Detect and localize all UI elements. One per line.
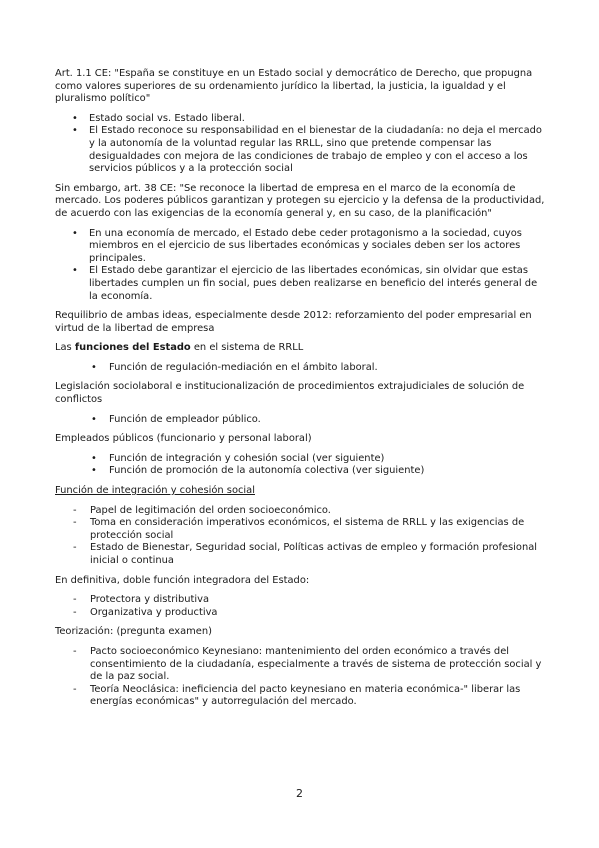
list-item: - Toma en consideración imperativos económicos, el sistema de RRLL y las exigencias de protección social [55,517,547,542]
bullet-list-regulacion [55,362,547,375]
paragraph-en-definitiva: En definitiva, doble función integradora del Estado: [55,574,310,586]
list-item: - Organizativa y productiva [55,607,547,620]
bold-term: funciones del Estado [74,342,191,354]
list-item: • Función de integración y cohesión social (ver siguiente) [55,453,547,466]
page-number: 2 [296,787,303,800]
paragraph-teorizacion: Teorización: (pregunta examen) [55,626,212,638]
paragraph-requilibrio: Requilibrio de ambas ideas, especialmente desde 2012: reforzamiento del poder empresarial en virtud de la libertad de empresa [55,310,532,334]
list-item: - Teoría Neoclásica: ineficiencia del pacto keynesiano en materia económica-" liberar las energías económicas" y autorregulación del mercado. [55,684,547,709]
bullet-list-economia-mercado [55,228,547,304]
dash-list-integracion [55,505,547,568]
paragraph-art-38: Sin embargo, art. 38 CE: "Se reconoce la libertad de empresa en el marco de la economía de mercado. Los poderes públicos garantizan y protegen su ejercicio y la defensa de la productividad, de acuerdo con las exigencias de la economía general y, en su caso, de la planificación" [55,182,545,219]
paragraph-art-1-1: Art. 1.1 CE: "España se constituye en un Estado social y democrático de Derecho, que propugna como valores superiores de su ordenamiento jurídico la libertad, la justicia, la igualdad y el pluralismo político" [55,68,533,105]
bullet-list-integracion [55,453,547,478]
list-item: • Estado social vs. Estado liberal. [55,113,547,126]
text-fragment: Las [55,342,75,354]
list-item: - Estado de Bienestar, Seguridad social, Políticas activas de empleo y formación profesional inicial o continua [55,542,547,567]
paragraph-funciones-estado [55,342,547,355]
list-item: • El Estado debe garantizar el ejercicio de las libertades económicas, sin olvidar que estas libertades cumplen un fin social, pues deben realizarse en beneficio del interés general de la economía. [55,265,547,303]
list-item: - Papel de legitimación del orden socioeconómico. [55,505,547,518]
paragraph-empleados-publicos: Empleados públicos (funcionario y personal laboral) [55,433,312,445]
list-item: • Función de regulación-mediación en el ámbito laboral. [55,362,547,375]
list-item: • Función de promoción de la autonomía colectiva (ver siguiente) [55,465,547,478]
list-item: - Protectora y distributiva [55,594,547,607]
bullet-list-estado-social [55,113,547,176]
section-heading: Función de integración y cohesión social [55,485,255,497]
list-item: • El Estado reconoce su responsabilidad en el bienestar de la ciudadanía: no deja el mercado y la autonomía de la voluntad regular las RRLL, sino que pretende compensar las desigualdades con mejora de las condiciones de trabajo de empleo y con el acceso a los servicios públicos y a la protección social [55,125,547,175]
list-item: • En una economía de mercado, el Estado debe ceder protagonismo a la sociedad, cuyos miembros en el ejercicio de sus libertades económicas y sociales deben ser los actores principales. [55,228,547,266]
list-item: - Pacto socioeconómico Keynesiano: mantenimiento del orden económico a través del consentimiento de la ciudadanía, especialmente a través de sistema de protección social y de la paz social. [55,646,547,684]
bullet-list-empleador [55,414,547,427]
dash-list-funcion-integradora [55,594,547,619]
paragraph-legislacion: Legislación sociolaboral e institucionalización de procedimientos extrajudiciales de solución de conflictos [55,381,525,406]
text-fragment: en el sistema de RRLL [190,342,304,354]
dash-list-teorias [55,646,547,709]
document-body [55,68,547,716]
list-item: • Función de empleador público. [55,414,547,427]
